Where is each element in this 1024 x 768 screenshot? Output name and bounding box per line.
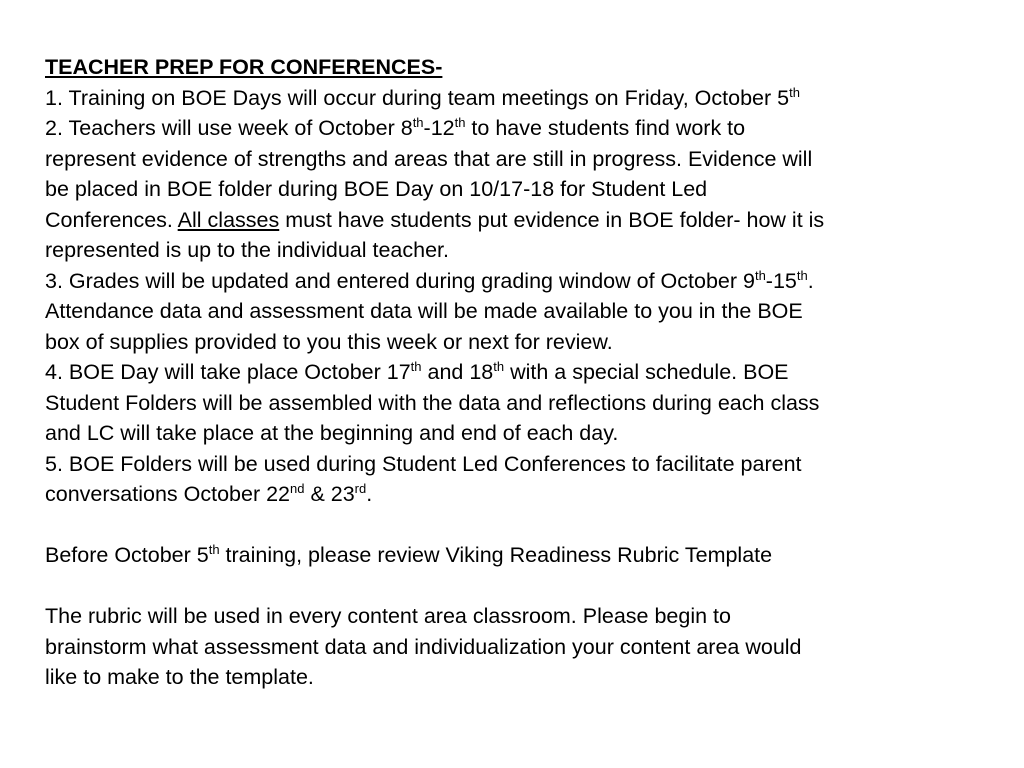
item-2: [45, 113, 995, 266]
item-5-line-2a: conversations October 22: [45, 482, 290, 506]
item-2-line-5: represented is up to the individual teacher.: [45, 238, 449, 262]
before-training-note: [45, 540, 995, 571]
before-sup: th: [208, 542, 220, 557]
item-2-line-4a: Conferences.: [45, 207, 178, 232]
item-4-line-1b: and 18: [421, 360, 494, 384]
all-classes-underlined: All classes: [177, 207, 280, 232]
rubric-line-1: The rubric will be used in every content area classroom. Please begin to: [45, 604, 731, 628]
slide-title: TEACHER PREP FOR CONFERENCES-: [45, 55, 443, 79]
item-5: [45, 449, 995, 510]
item-1-sup: th: [789, 84, 800, 100]
item-4-line-1c: with a special schedule. BOE: [504, 360, 789, 384]
blank-line: [45, 571, 995, 602]
rubric-line-2: brainstorm what assessment data and individualization your content area would: [45, 634, 802, 659]
item-2-sup-1: th: [412, 115, 424, 130]
item-3-sup-2: th: [796, 267, 808, 283]
item-3-line-1a: 3. Grades will be updated and entered during grading window of October 9: [45, 268, 755, 293]
item-2-sup-2: th: [454, 115, 466, 130]
item-5-line-2c: .: [366, 482, 373, 506]
rubric-line-3: like to make to the template.: [45, 665, 314, 689]
item-3-line-1b: -15: [765, 268, 797, 293]
item-4-line-1a: 4. BOE Day will take place October 17: [45, 360, 411, 384]
before-text-b: training, please review Viking Readiness Rubric Template: [219, 543, 773, 567]
item-5-sup-2: rd: [354, 481, 367, 496]
item-5-line-1: 5. BOE Folders will be used during Student Led Conferences to facilitate parent: [45, 451, 802, 476]
item-1: [45, 83, 995, 114]
rubric-note: [45, 601, 995, 693]
item-4-sup-1: th: [410, 359, 422, 374]
item-3-line-2: Attendance data and assessment data will be made available to you in the BOE: [45, 299, 803, 323]
item-4-line-3: and LC will take place at the beginning and end of each day.: [45, 421, 619, 445]
before-text-a: Before October 5: [45, 543, 209, 567]
item-3-line-1c: .: [807, 268, 814, 293]
item-4-sup-2: th: [493, 359, 505, 374]
blank-line: [45, 510, 995, 541]
item-1-text: 1. Training on BOE Days will occur during team meetings on Friday, October 5: [45, 85, 790, 110]
item-2-line-2: represent evidence of strengths and areas that are still in progress. Evidence will: [45, 146, 813, 171]
item-2-line-3: be placed in BOE folder during BOE Day on 10/17-18 for Student Led: [45, 177, 708, 201]
item-3: [45, 266, 995, 358]
item-4-line-2: Student Folders will be assembled with the data and reflections during each class: [45, 390, 820, 415]
item-3-line-3: box of supplies provided to you this week or next for review.: [45, 329, 613, 354]
item-2-line-1a: 2. Teachers will use week of October 8: [45, 116, 413, 140]
item-2-line-4b: must have students put evidence in BOE folder- how it is: [279, 207, 825, 232]
item-4: [45, 357, 995, 449]
item-2-line-1b: -12: [423, 116, 455, 140]
slide-body: [45, 52, 995, 693]
item-5-sup-1: nd: [290, 481, 305, 496]
item-3-sup-1: th: [754, 267, 766, 283]
item-2-line-1c: to have students find work to: [465, 116, 746, 140]
item-5-line-2b: & 23: [304, 482, 355, 506]
